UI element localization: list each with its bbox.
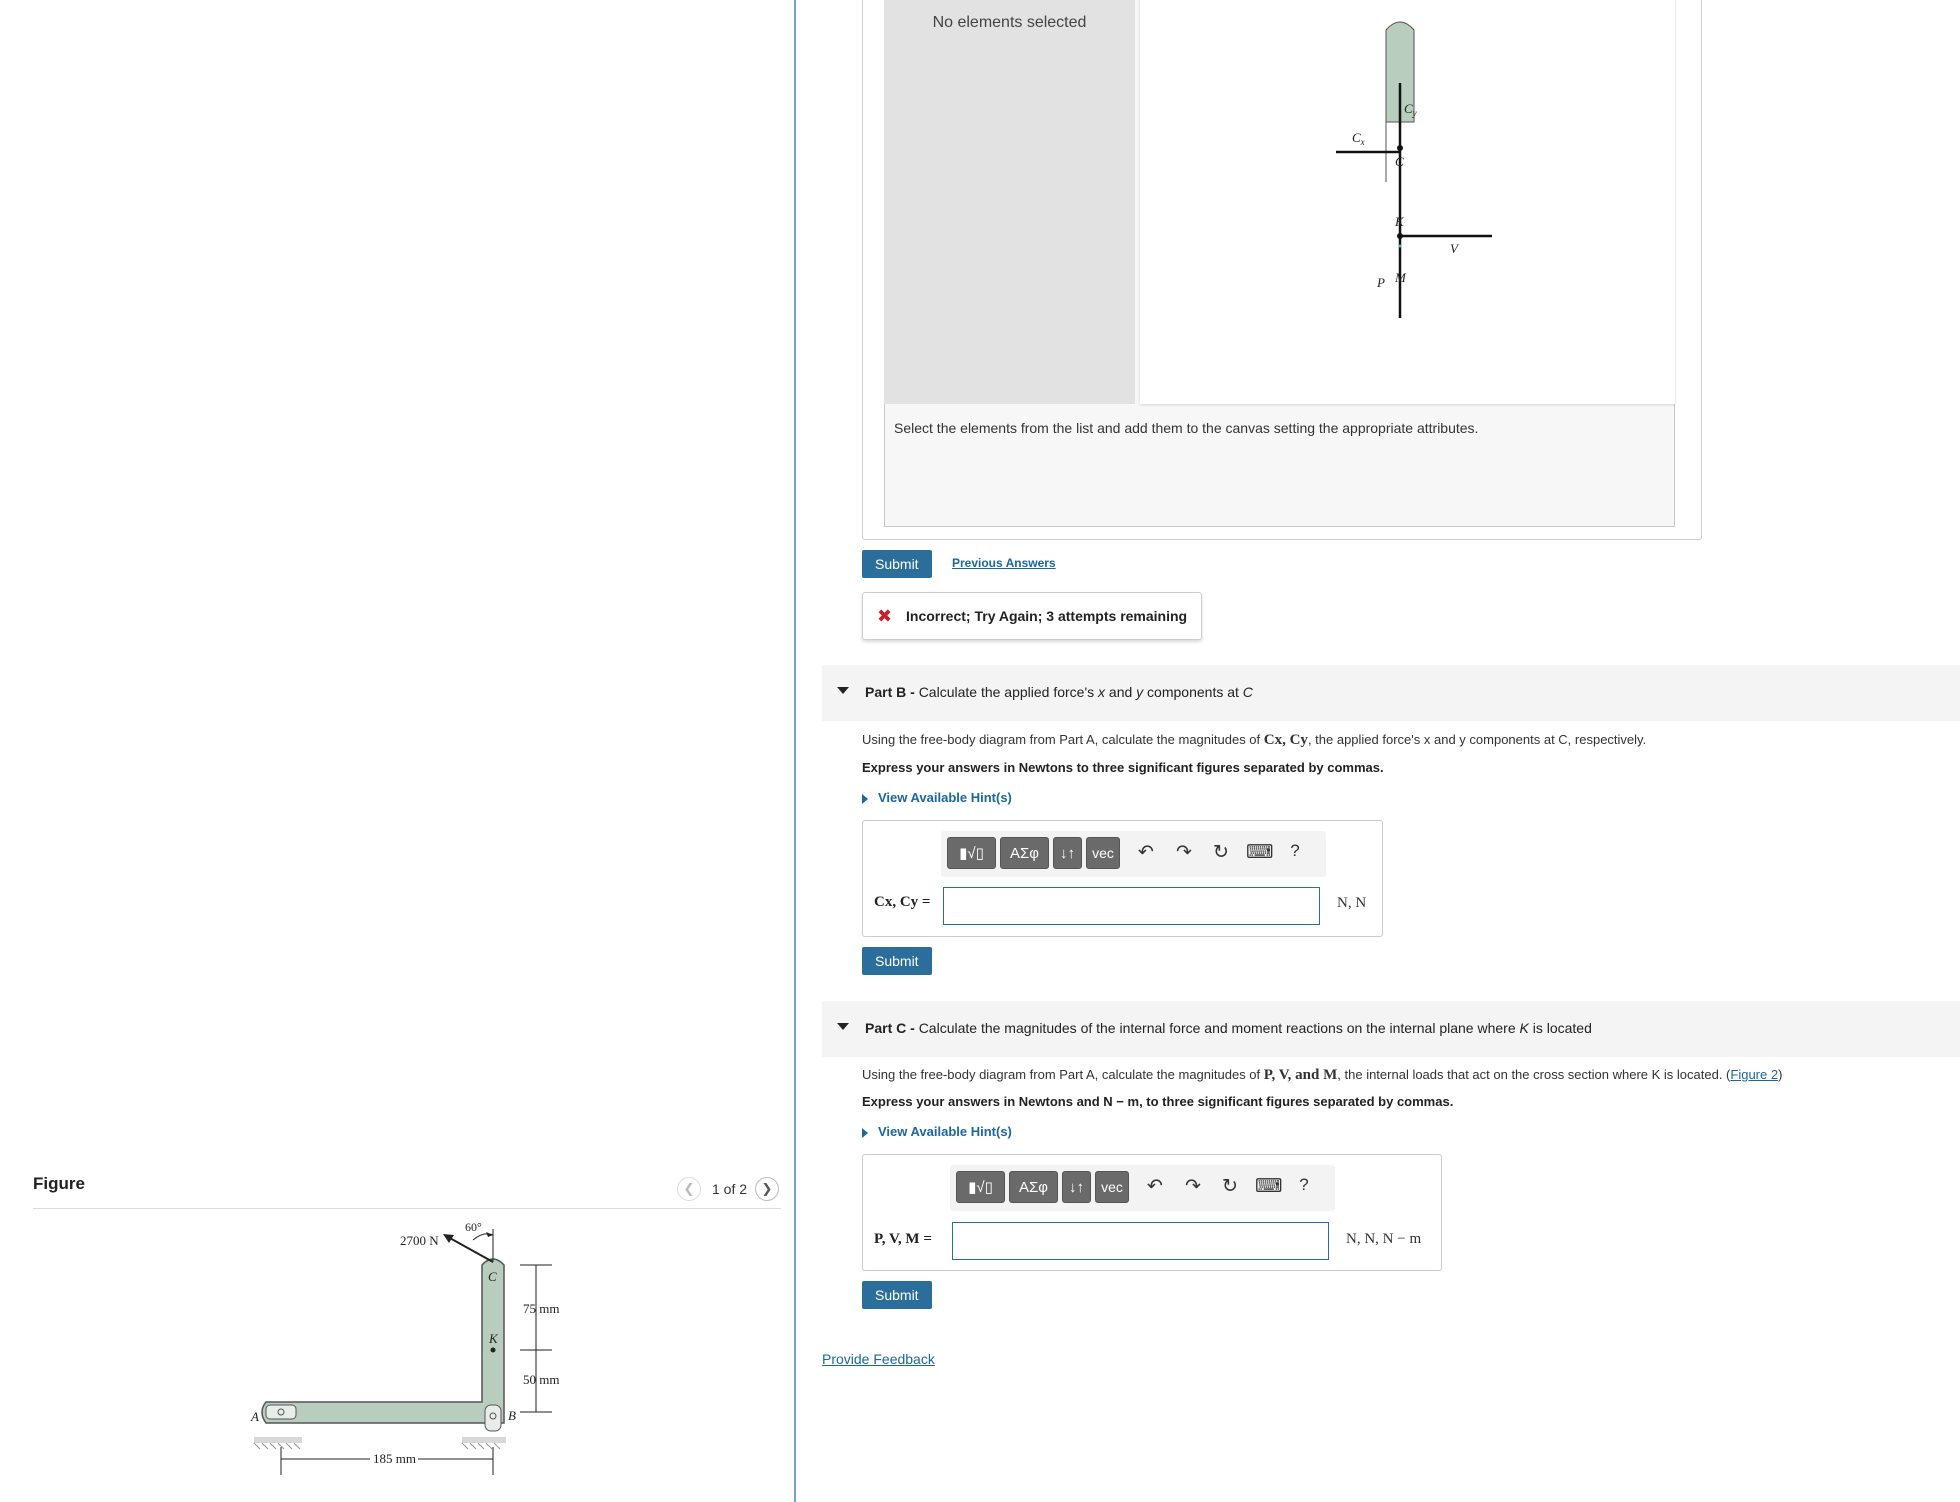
help-icon[interactable]: ? [1290, 841, 1300, 860]
fbd-canvas[interactable] [1140, 0, 1675, 404]
fbd-label-c: C [1395, 154, 1404, 169]
point-c-label: C [488, 1269, 497, 1284]
support-a [254, 1437, 302, 1449]
provide-feedback-link[interactable]: Provide Feedback [822, 1351, 935, 1367]
part-b-instruction: Express your answers in Newtons to three significant figures separated by commas. [862, 760, 1384, 775]
point-k-marker [491, 1348, 496, 1353]
part-c-submit-button[interactable]: Submit [862, 1281, 932, 1309]
point-b-label: B [508, 1408, 516, 1423]
part-b-answer-box [862, 820, 1383, 937]
fbd-label-v: V [1450, 241, 1458, 256]
figure-panel [0, 0, 795, 1502]
reset-icon[interactable]: ↻ [1213, 842, 1229, 863]
question-panel [796, 0, 1960, 1502]
redo-icon[interactable]: ↷ [1185, 1176, 1201, 1197]
point-a-label: A [251, 1409, 259, 1424]
fbd-label-cy: $C_y$ [1404, 101, 1417, 118]
point-k-label: K [489, 1331, 498, 1346]
part-b-question: Using the free-body diagram from Part A, calculate the magnitudes of Cx, Cy, the applied force's x and y components at C, respectively. [862, 732, 1647, 748]
part-b-header[interactable] [822, 665, 1960, 721]
bracket-body [262, 1259, 504, 1423]
part-c-answer-box [862, 1154, 1442, 1271]
fbd-instructions: Select the elements from the list and add them to the canvas setting the appropriate attributes. [894, 420, 1479, 436]
greek-symbols-button[interactable]: ΑΣφ [1009, 1171, 1058, 1203]
keyboard-icon[interactable]: ⌨ [1255, 1176, 1283, 1197]
chevron-right-icon: ❯ [761, 1181, 773, 1196]
figure-pager: 1 of 2 [712, 1181, 748, 1197]
templates-button[interactable]: ▮√▯ [947, 837, 996, 869]
force-label: 2700 N [400, 1233, 439, 1248]
part-c-header[interactable] [822, 1001, 1960, 1057]
part-c-math-toolbar [950, 1165, 1335, 1211]
templates-button[interactable]: ▮√▯ [956, 1171, 1005, 1203]
figure-2-link[interactable]: Figure 2 [1730, 1067, 1779, 1082]
part-c-units: N, N, N − m [1346, 1231, 1422, 1247]
figure-title: Figure [33, 1174, 85, 1193]
support-b [462, 1437, 506, 1449]
subscript-button[interactable]: ↓↑ [1053, 837, 1082, 869]
previous-answers-link[interactable]: Previous Answers [952, 556, 1056, 570]
feedback-message: Incorrect; Try Again; 3 attempts remaining [906, 608, 1188, 624]
part-b-answer-input[interactable] [943, 887, 1320, 925]
fbd-label-p: P [1377, 275, 1385, 290]
vector-button[interactable]: vec [1095, 1171, 1129, 1203]
part-b-hint-toggle[interactable]: View Available Hint(s) [862, 790, 1012, 805]
dim-185-label: 185 mm [373, 1451, 416, 1466]
fbd-drawing [1140, 0, 1675, 404]
redo-icon[interactable]: ↷ [1176, 842, 1192, 863]
fbd-label-m: M [1395, 270, 1406, 285]
help-icon[interactable]: ? [1299, 1175, 1309, 1194]
expand-caret-icon [862, 794, 868, 804]
part-c-question: Using the free-body diagram from Part A, calculate the magnitudes of P, V, and M, the internal loads that act on the cross section where K is located. (Figure 2) [862, 1067, 1783, 1083]
part-b-answer-label: Cx, Cy = [874, 894, 931, 910]
next-figure-button[interactable] [755, 1177, 779, 1201]
part-c-answer-label: P, V, M = [874, 1231, 932, 1247]
subscript-button[interactable]: ↓↑ [1062, 1171, 1091, 1203]
part-a-submit-button[interactable]: Submit [862, 550, 932, 578]
part-b-title: Part B - Calculate the applied force's x and y components at C [865, 684, 1253, 700]
greek-symbols-button[interactable]: ΑΣφ [1000, 837, 1049, 869]
dim-75-label: 75 mm [523, 1301, 560, 1316]
angle-label: 60° [465, 1220, 482, 1234]
part-c-title: Part C - Calculate the magnitudes of the internal force and moment reactions on the internal plane where K is located [865, 1020, 1592, 1036]
collapse-caret-icon [837, 687, 849, 694]
part-c-hint-toggle[interactable]: View Available Hint(s) [862, 1124, 1012, 1139]
part-a-feedback [862, 592, 1202, 640]
part-c-instruction: Express your answers in Newtons and N − m, to three significant figures separated by commas. [862, 1094, 1454, 1109]
prev-figure-button[interactable] [677, 1177, 701, 1201]
undo-icon[interactable]: ↶ [1147, 1176, 1163, 1197]
part-b-math-toolbar [941, 831, 1326, 877]
bracket-figure [240, 1215, 600, 1485]
part-c-answer-input[interactable] [952, 1222, 1329, 1260]
fbd-label-k: K [1395, 214, 1404, 229]
fbd-label-cx: $C_x$ [1352, 130, 1365, 147]
part-b-submit-button[interactable]: Submit [862, 947, 932, 975]
chevron-left-icon: ❮ [683, 1181, 695, 1196]
collapse-caret-icon [837, 1023, 849, 1030]
keyboard-icon[interactable]: ⌨ [1246, 842, 1274, 863]
expand-caret-icon [862, 1128, 868, 1138]
vector-button[interactable]: vec [1086, 837, 1120, 869]
dim-50-label: 50 mm [523, 1372, 560, 1387]
part-b-units: N, N [1337, 895, 1367, 911]
element-list-panel[interactable] [884, 0, 1135, 404]
reset-icon[interactable]: ↻ [1222, 1176, 1238, 1197]
figure-divider [33, 1208, 781, 1209]
incorrect-icon: ✖ [877, 606, 893, 626]
undo-icon[interactable]: ↶ [1138, 842, 1154, 863]
selection-status: No elements selected [932, 14, 1087, 31]
